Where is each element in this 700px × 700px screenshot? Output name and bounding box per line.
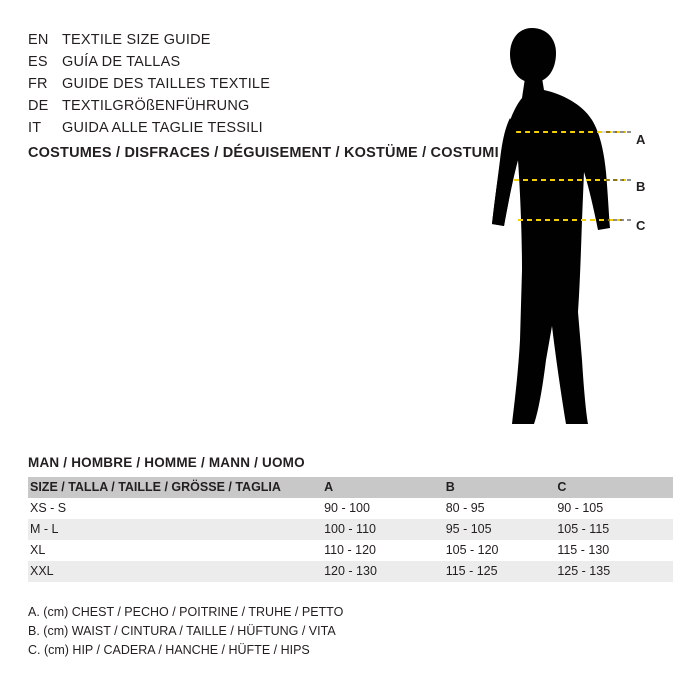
cell-waist: 80 - 95 [445,501,485,515]
column-header-c: C [557,480,567,494]
table-header-row [28,477,673,498]
table-row [28,498,673,519]
measurement-notes [28,603,343,660]
column-header-b: B [445,480,455,494]
male-silhouette-icon [470,20,680,440]
table-row [28,519,673,540]
cell-chest: 110 - 120 [324,543,376,557]
column-header-size: SIZE / TALLA / TAILLE / GRÖSSE / TAGLIA [30,480,281,494]
cell-hip: 115 - 130 [557,543,610,557]
language-list [28,32,488,142]
language-code: ES [28,54,48,70]
cell-size: XS - S [30,501,67,515]
language-row [28,120,488,142]
size-table-section [28,455,673,582]
cell-size: M - L [30,522,59,536]
cell-waist: 105 - 120 [445,543,499,557]
note-hip: C. (cm) HIP / CADERA / HANCHE / HÜFTE / HIPS [28,643,310,657]
measure-label-c: C [636,218,646,233]
table-title: MAN / HOMBRE / HOMME / MANN / UOMO [28,455,305,470]
cell-hip: 125 - 135 [557,564,611,578]
note-chest: A. (cm) CHEST / PECHO / POITRINE / TRUHE / PETTO [28,605,344,619]
table-row [28,561,673,582]
cell-waist: 95 - 105 [445,522,492,536]
body-figure [470,20,680,440]
size-table [28,477,673,582]
cell-waist: 115 - 125 [445,564,498,578]
category-line: COSTUMES / DISFRACES / DÉGUISEMENT / KOSTÜME / COSTUMI [28,145,499,161]
language-text: GUÍA DE TALLAS [62,54,181,70]
cell-size: XL [30,543,46,557]
cell-hip: 90 - 105 [557,501,604,515]
language-row [28,32,488,54]
language-code: EN [28,32,49,48]
measure-label-a: A [636,132,646,147]
language-code: IT [28,120,42,136]
language-row [28,76,488,98]
language-text: TEXTILGRÖßENFÜHRUNG [62,98,250,114]
cell-chest: 120 - 130 [324,564,377,578]
language-row [28,98,488,120]
cell-size: XXL [30,564,54,578]
cell-chest: 90 - 100 [324,501,370,515]
language-text: GUIDA ALLE TAGLIE TESSILI [62,120,263,136]
language-text: TEXTILE SIZE GUIDE [62,32,211,48]
table-row [28,540,673,561]
cell-chest: 100 - 110 [324,522,376,536]
measure-label-b: B [636,179,646,194]
language-row [28,54,488,76]
column-header-a: A [324,480,334,494]
language-code: FR [28,76,48,92]
cell-hip: 105 - 115 [557,522,610,536]
language-code: DE [28,98,49,114]
language-text: GUIDE DES TAILLES TEXTILE [62,76,271,92]
note-waist: B. (cm) WAIST / CINTURA / TAILLE / HÜFTUNG / VITA [28,624,336,638]
